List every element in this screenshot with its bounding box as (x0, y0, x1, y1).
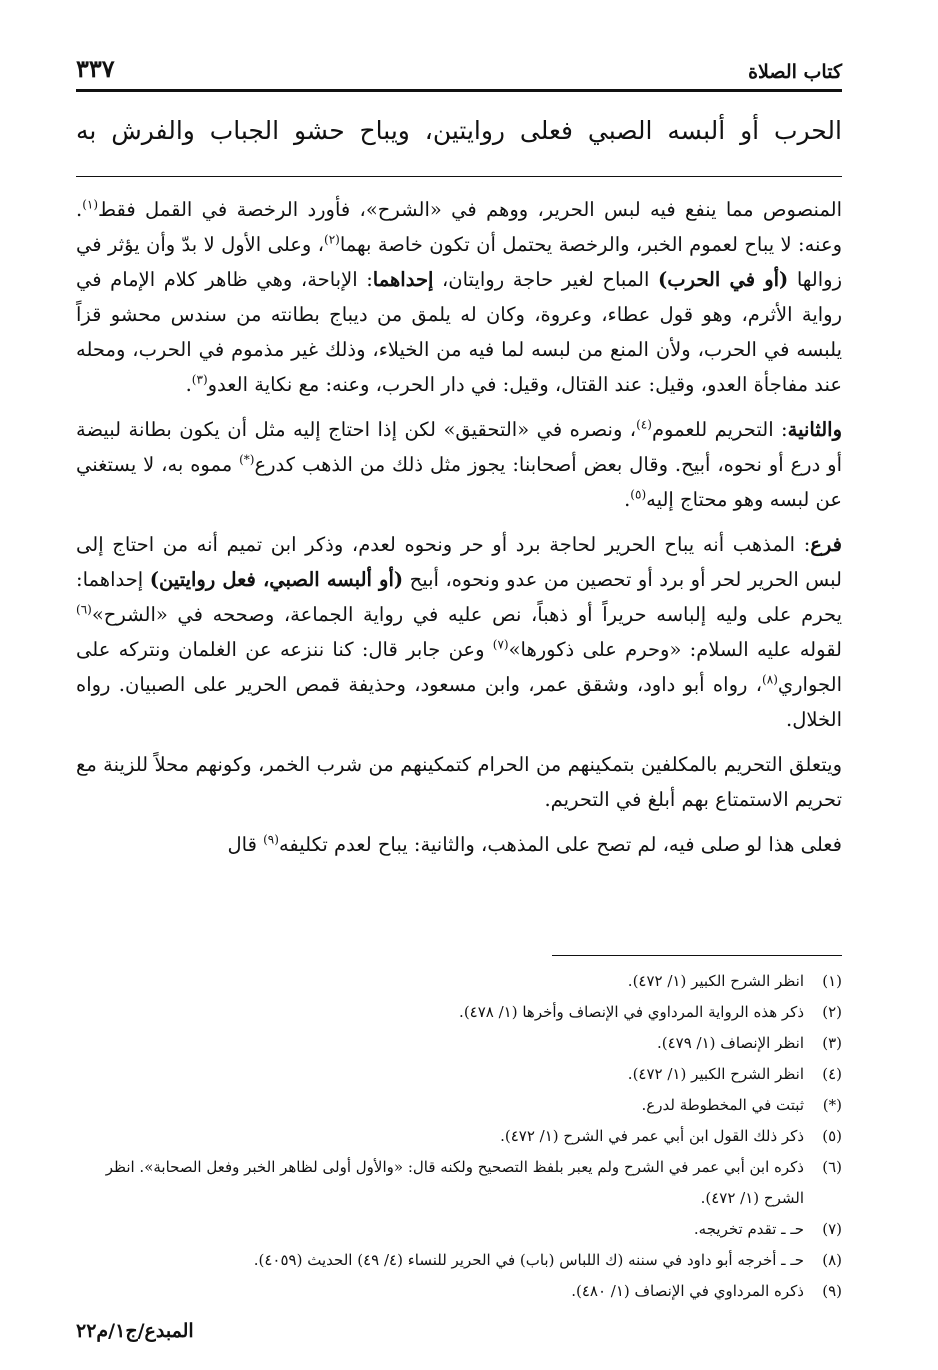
commentary-paragraph-3 (76, 527, 842, 737)
commentary-paragraph-5 (76, 827, 842, 862)
text-span: . (624, 488, 631, 511)
footnote-ref: (٦) (76, 602, 92, 617)
signature-footer: المبدع/ج١/م٢٢ (76, 1320, 194, 1342)
footnote-number: (٩) (822, 1282, 842, 1300)
page-number: ٣٣٧ (76, 54, 115, 83)
footnote (76, 997, 842, 1028)
matn-divider (76, 176, 842, 177)
text-span: ، وعلى الأول لا بدّ وأن يؤثر في زوالها (76, 233, 842, 291)
footnote-text: انظر الإنصاف (١/ ٤٧٩). (656, 1034, 804, 1052)
footnote-text: انظر الشرح الكبير (١/ ٤٧٢). (627, 972, 804, 990)
text-span: المنصوص مما ينفع فيه لبس الحرير، ووهم في «الشرح»، فأورد الرخصة في القمل فقط (98, 198, 842, 221)
footnote (76, 1059, 842, 1090)
footnote-ref: (٢) (324, 232, 340, 247)
footnote-text: ثبتت في المخطوطة لدرع. (641, 1096, 804, 1114)
footnote (76, 1090, 842, 1121)
text-span: ، رواه أبو داود، وشقق عمر، وابن مسعود، وحذيفة قمص الحرير على الصبيان. رواه الخلال. (76, 673, 842, 731)
text-span: وعن جابر قال: كنا ننزعه عن الغلمان ونتركه على الجواري (76, 638, 842, 696)
commentary-paragraph-4 (76, 747, 842, 817)
text-span: . (185, 373, 192, 396)
text-span: لقوله عليه السلام: «وحرم على ذكورها» (508, 638, 842, 661)
footnote-number: (١) (822, 972, 842, 990)
bold-term: والثانية (787, 418, 843, 441)
footnote-ref: (٨) (762, 672, 778, 687)
footnote-number: (٥) (822, 1127, 842, 1145)
footnote (76, 1214, 842, 1245)
book-title: كتاب الصلاة (748, 61, 842, 83)
footnote-text: ذكره ابن أبي عمر في الشرح ولم يعبر بلفظ التصحيح ولكنه قال: «والأول أولى لظاهر الخبر وفعل الصحابة». انظر الشرح (١/ ٤٧٢). (105, 1158, 804, 1207)
footnote-text: ذكر ذلك القول ابن أبي عمر في الشرح (١/ ٤٧٢). (500, 1127, 804, 1145)
footnote-ref: (٤) (636, 417, 652, 432)
matn-text: الحرب أو ألبسه الصبي فعلى روايتين، ويباح حشو الجباب والفرش به (76, 116, 842, 145)
footnote (76, 1245, 842, 1276)
footnote-ref: (٣) (191, 372, 208, 387)
footnote (76, 966, 842, 997)
footnote-text: ذكر هذه الرواية المرداوي في الإنصاف وأخرها (١/ ٤٧٨). (459, 1003, 804, 1021)
footnote-text: حـ ـ أخرجه أبو داود في سننه (ك اللباس (باب) في الحرير للنساء (٤/ ٤٩) الحديث (٤٠٥٩). (253, 1251, 804, 1269)
footnote-text: ذكره المرداوي في الإنصاف (١/ ٤٨٠). (571, 1282, 804, 1300)
footnotes (76, 966, 842, 1307)
footnote-number: (٧) (822, 1220, 842, 1238)
footnote-number: (٢) (822, 1003, 842, 1021)
text-span: المباح لغير حاجة روايتان، (433, 268, 658, 291)
footnote-ref: (٧) (492, 637, 509, 652)
text-span: ، ونصره في «التحقيق» لكن إذا احتاج إليه مثل أن يكون بطانة لبيضة أو درع أو نحوه، أبيح. وقال بعض أصحابنا: يجوز مثل ذلك من الذهب كدرع (76, 418, 842, 476)
footnote-ref: (*) (239, 452, 255, 467)
footnote-number: (٤) (822, 1065, 842, 1083)
matn-quote: (أو في الحرب) (658, 268, 789, 291)
footnote (76, 1121, 842, 1152)
footnote-text: انظر الشرح الكبير (١/ ٤٧٢). (627, 1065, 804, 1083)
bold-term: فرع (810, 533, 842, 556)
footnote (76, 1028, 842, 1059)
commentary-paragraph-2 (76, 412, 842, 517)
footnote-ref: (٥) (630, 487, 647, 502)
commentary (76, 192, 842, 872)
text-span: قال (227, 833, 264, 856)
text-span: فعلى هذا لو صلى فيه، لم تصح على المذهب، والثانية: يباح لعدم تكليفه (278, 833, 842, 856)
text-span: : الإباحة، وهي ظاهر كلام الإمام في رواية الأثرم، وهو قول عطاء، وعروة، وكان له يلمق من ديباج بطانته من سندس محشو قزاً يلبسه في الحرب، ولأن المنع من لبسه لما فيه من الخيلاء، وذلك غير مذموم في الحرب، ومحله عند مفاجأة العدو، وقيل: عند القتال، وقيل: في دار الحرب، وعنه: مع نكاية العدو (76, 268, 842, 396)
footnote-number: (٦) (822, 1158, 842, 1176)
matn-quote: (أو ألبسه الصبي، فعل روايتين) (149, 568, 404, 591)
text-span: . وعنه: لا يباح لعموم الخبر، والرخصة يحتمل أن تكون خاصة بهما (76, 198, 842, 256)
text-span: ويتعلق التحريم بالمكلفين بتمكينهم من الحرام كتمكينهم من شرب الخمر، وكونهم محلاً للزينة مع تحريم الاستمتاع بهم أبلغ في التحريم. (76, 753, 842, 811)
footnote-text: حـ ـ تقدم تخريجه. (693, 1220, 804, 1238)
footnote-divider (552, 955, 842, 956)
footnote-ref: (١) (82, 197, 99, 212)
footnote-ref: (٩) (263, 832, 279, 847)
running-header (76, 52, 842, 92)
footnote-number: (٨) (822, 1251, 842, 1269)
footnote (76, 1276, 842, 1307)
commentary-paragraph-1 (76, 192, 842, 402)
bold-term: إحداهما (372, 268, 434, 291)
text-span: : التحريم للعموم (651, 418, 788, 441)
text-span: مموه به، لا يستغني عن لبسه وهو محتاج إليه (76, 453, 842, 511)
text-span: : المذهب أنه يباح الحرير لحاجة برد أو حر ونحوه لعدم، وذكر ابن تميم أنه من احتاج إلى لبس الحرير لحر أو برد أو تحصين من عدو ونحوه، أبيح (76, 533, 842, 591)
footnote-number: (*) (822, 1096, 842, 1114)
footnote-number: (٣) (822, 1034, 842, 1052)
text-span: إحداهما: يحرم على وليه إلباسه حريراً أو ذهباً، نص عليه في رواية الجماعة، وصححه في «الشرح» (76, 568, 842, 626)
footnote (76, 1152, 842, 1214)
